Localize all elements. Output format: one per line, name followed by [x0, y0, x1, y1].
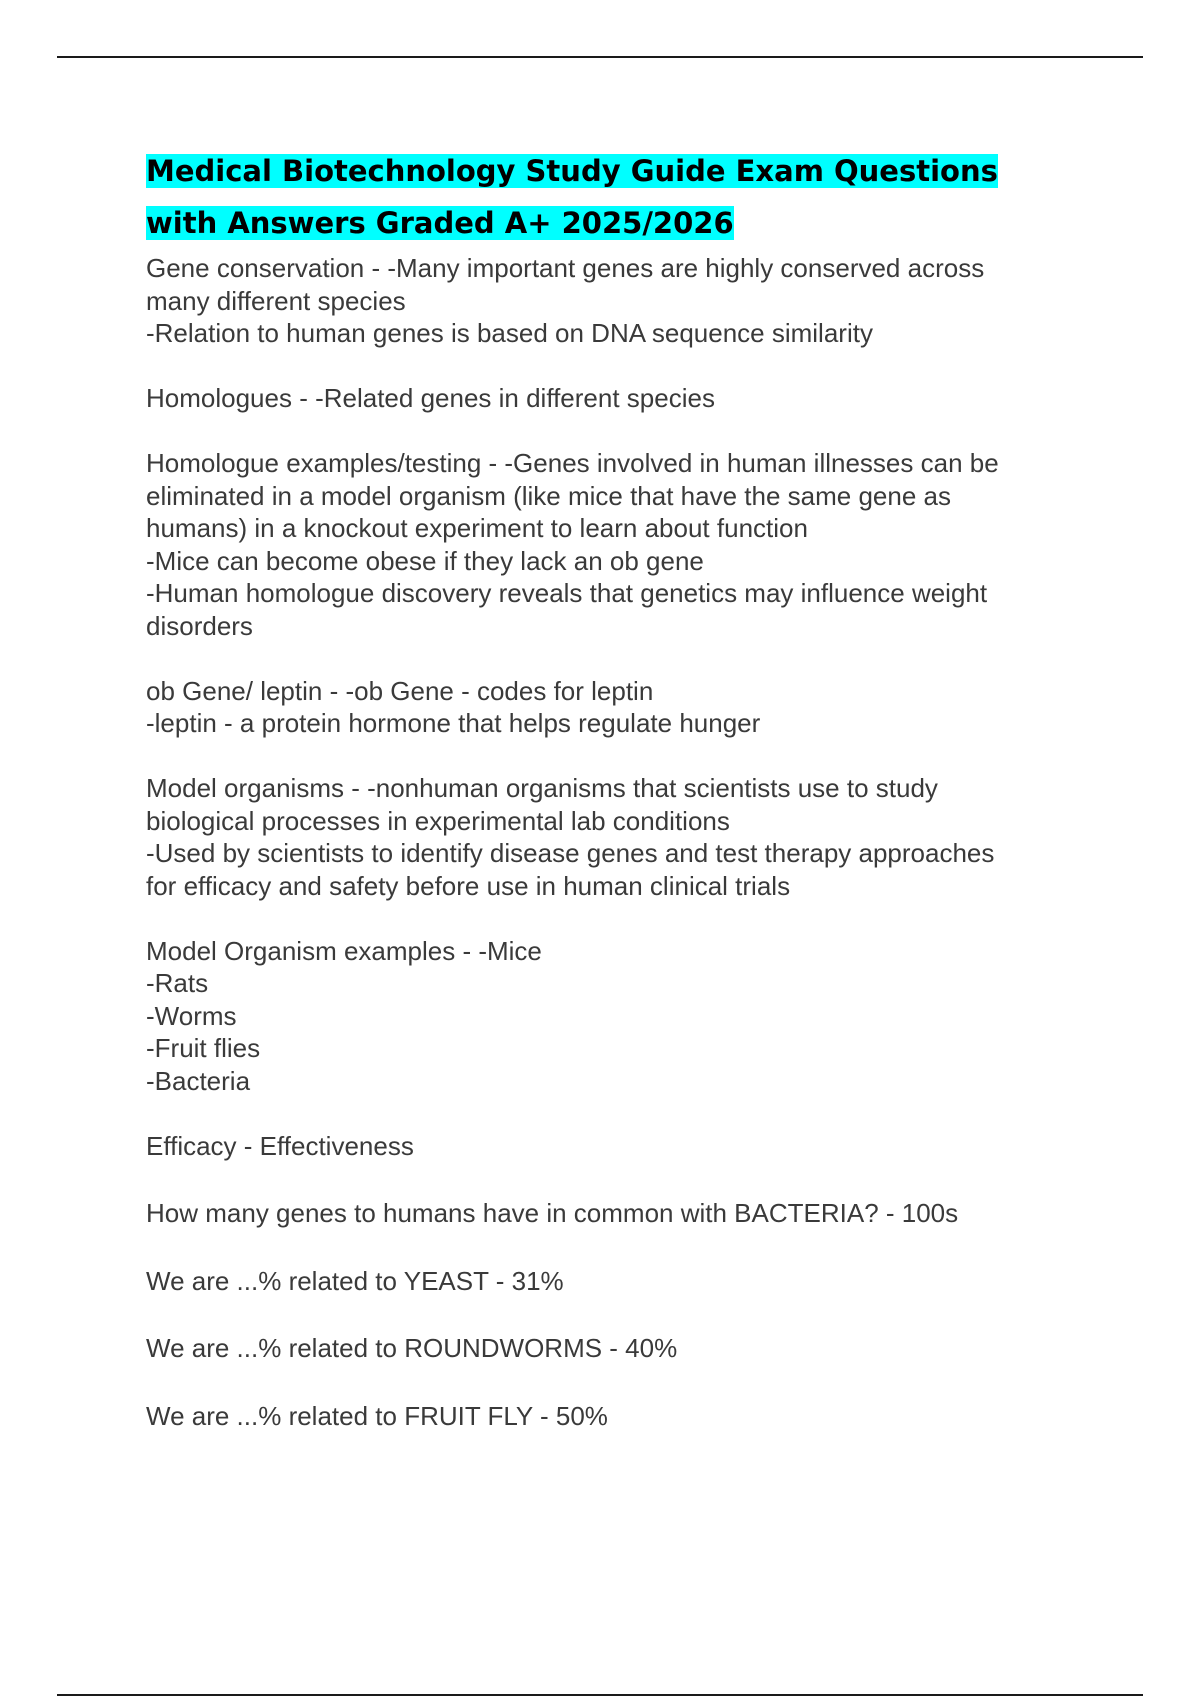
text-line: Homologues - -Related genes in different species: [146, 383, 715, 413]
text-line: -Human homologue discovery reveals that genetics may influence weight: [146, 578, 988, 608]
text-line: ob Gene/ leptin - -ob Gene - codes for leptin: [146, 675, 654, 706]
qa-entry-homologues: [146, 382, 1086, 415]
text-line: Efficacy - Effectiveness: [146, 1130, 414, 1161]
qa-entry-model-organisms: [146, 772, 1086, 902]
document-title-line-1: Medical Biotechnology Study Guide Exam Questions: [146, 154, 998, 188]
paragraph-gap: [146, 642, 1086, 675]
qa-entry-yeast: [146, 1265, 1086, 1298]
paragraph-gap: [146, 1365, 1086, 1400]
paragraph-gap: [146, 350, 1086, 383]
paragraph-gap: [146, 902, 1086, 935]
text-line: many different species: [146, 285, 406, 316]
qa-entry-bacteria-genes: [146, 1197, 1086, 1230]
text-line: We are ...% related to FRUIT FLY - 50%: [146, 1400, 608, 1431]
paragraph-gap: [146, 740, 1086, 773]
text-line: Model Organism examples - -Mice: [146, 935, 542, 966]
text-line: Model organisms - -nonhuman organisms that scientists use to study: [146, 773, 938, 803]
text-line: We are ...% related to YEAST - 31%: [146, 1265, 564, 1296]
text-line: biological processes in experimental lab conditions: [146, 805, 730, 836]
document-body: [146, 148, 1086, 1432]
text-line: -Rats: [146, 968, 209, 998]
qa-entry-fruit-fly: [146, 1400, 1086, 1433]
paragraph-gap: [146, 415, 1086, 448]
text-line: We are ...% related to ROUNDWORMS - 40%: [146, 1333, 678, 1363]
qa-entry-model-organism-examples: [146, 935, 1086, 1098]
paragraph-gap: [146, 1162, 1086, 1197]
text-line: Homologue examples/testing - -Genes involved in human illnesses can be: [146, 448, 999, 478]
qa-entry-gene-conservation: [146, 252, 1086, 350]
text-line: How many genes to humans have in common with BACTERIA? - 100s: [146, 1198, 959, 1228]
header-rule: [57, 56, 1143, 58]
text-line: for efficacy and safety before use in human clinical trials: [146, 870, 791, 901]
qa-entry-efficacy: [146, 1130, 1086, 1163]
paragraph-gap: [146, 1097, 1086, 1130]
document-title-line-2: with Answers Graded A+ 2025/2026: [146, 206, 734, 240]
qa-entry-ob-gene-leptin: [146, 675, 1086, 740]
text-line: eliminated in a model organism (like mice that have the same gene as: [146, 480, 951, 511]
qa-list: [146, 252, 1086, 1432]
text-line: -Bacteria: [146, 1065, 251, 1096]
text-line: Gene conservation - -Many important genes are highly conserved across: [146, 253, 985, 283]
qa-entry-homologue-examples: [146, 447, 1086, 642]
text-line: disorders: [146, 610, 253, 641]
qa-entry-roundworms: [146, 1332, 1086, 1365]
paragraph-gap: [146, 1297, 1086, 1332]
footer-rule: [57, 1694, 1143, 1696]
paragraph-gap: [146, 1230, 1086, 1265]
text-line: humans) in a knockout experiment to learn about function: [146, 513, 808, 543]
text-line: -Relation to human genes is based on DNA sequence similarity: [146, 318, 873, 348]
text-line: -Fruit flies: [146, 1033, 261, 1063]
text-line: -Worms: [146, 1000, 237, 1031]
text-line: -Used by scientists to identify disease genes and test therapy approaches: [146, 838, 995, 868]
document-title: [146, 148, 1086, 252]
text-line: -Mice can become obese if they lack an ob gene: [146, 545, 704, 576]
text-line: -leptin - a protein hormone that helps regulate hunger: [146, 708, 761, 738]
